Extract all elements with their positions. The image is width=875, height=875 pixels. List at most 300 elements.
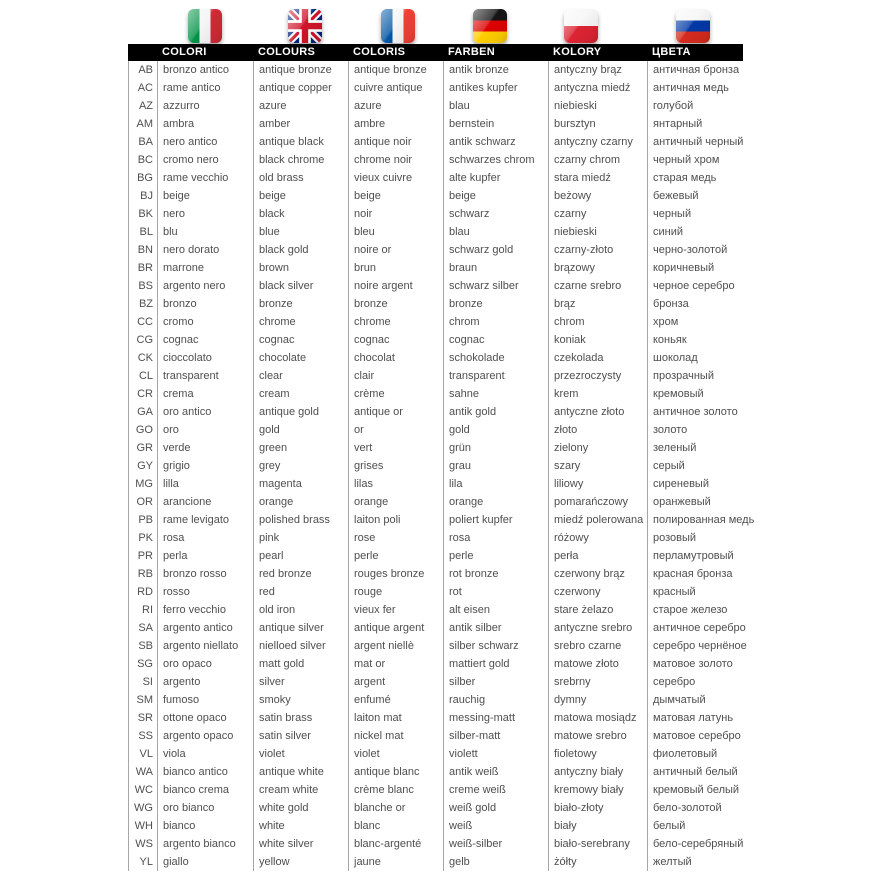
cell-it: argento nero [157,277,253,295]
cell-ru: золото [647,421,875,439]
cell-pl: czerwony brąz [548,565,647,583]
cell-code: GY [128,457,157,475]
header-italian: COLORI [162,46,207,58]
cell-de: silber [443,673,548,691]
cell-fr: chocolat [348,349,443,367]
cell-fr: rose [348,529,443,547]
table-row [128,547,875,565]
cell-en: brown [253,259,348,277]
cell-de: rosa [443,529,548,547]
cell-code: MG [128,475,157,493]
cell-en: matt gold [253,655,348,673]
cell-en: gold [253,421,348,439]
cell-code: PR [128,547,157,565]
cell-it: bronzo [157,295,253,313]
cell-pl: niebieski [548,223,647,241]
russia-flag-icon [676,9,710,43]
cell-en: clear [253,367,348,385]
cell-code: BN [128,241,157,259]
table-row [128,277,875,295]
cell-it: bianco [157,817,253,835]
cell-pl: złoto [548,421,647,439]
cell-it: fumoso [157,691,253,709]
cell-ru: зеленый [647,439,875,457]
cell-ru: красная бронза [647,565,875,583]
cell-ru: дымчатый [647,691,875,709]
cell-fr: crème [348,385,443,403]
cell-fr: noire argent [348,277,443,295]
cell-code: BR [128,259,157,277]
cell-fr: bleu [348,223,443,241]
cell-ru: античное серебро [647,619,875,637]
table-row [128,133,875,151]
cell-pl: różowy [548,529,647,547]
cell-code: WC [128,781,157,799]
cell-en: smoky [253,691,348,709]
cell-code: BJ [128,187,157,205]
header-polish: KOLORY [553,46,602,58]
cell-code: AC [128,79,157,97]
cell-de: bernstein [443,115,548,133]
cell-en: magenta [253,475,348,493]
cell-fr: chrome noir [348,151,443,169]
cell-pl: czarny chrom [548,151,647,169]
cell-code: GO [128,421,157,439]
cell-code: RI [128,601,157,619]
table-row [128,457,875,475]
cell-ru: старое железо [647,601,875,619]
cell-de: braun [443,259,548,277]
cell-ru: желтый [647,853,875,871]
table-row [128,835,875,853]
cell-pl: brązowy [548,259,647,277]
cell-fr: laiton poli [348,511,443,529]
cell-de: weiß gold [443,799,548,817]
table-row [128,655,875,673]
cell-en: violet [253,745,348,763]
cell-de: alt eisen [443,601,548,619]
cell-ru: янтарный [647,115,875,133]
cell-de: grün [443,439,548,457]
cell-it: nero dorato [157,241,253,259]
cell-fr: antique bronze [348,61,443,79]
table-row [128,817,875,835]
cell-en: chocolate [253,349,348,367]
cell-code: RB [128,565,157,583]
cell-en: antique gold [253,403,348,421]
cell-en: cognac [253,331,348,349]
cell-it: marrone [157,259,253,277]
cell-ru: белый [647,817,875,835]
cell-code: SI [128,673,157,691]
cell-ru: бронза [647,295,875,313]
cell-pl: szary [548,457,647,475]
cell-code: SA [128,619,157,637]
cell-de: schwarz silber [443,277,548,295]
cell-it: viola [157,745,253,763]
cell-ru: матовое золото [647,655,875,673]
cell-pl: liliowy [548,475,647,493]
cell-ru: античный белый [647,763,875,781]
cell-pl: srebrny [548,673,647,691]
cell-code: PB [128,511,157,529]
cell-fr: perle [348,547,443,565]
cell-fr: mat or [348,655,443,673]
cell-fr: argent [348,673,443,691]
cell-code: BZ [128,295,157,313]
table-row [128,367,875,385]
cell-it: beige [157,187,253,205]
cell-pl: zielony [548,439,647,457]
cell-de: rot bronze [443,565,548,583]
poland-flag-icon [564,9,598,43]
cell-fr: violet [348,745,443,763]
table-row [128,223,875,241]
table-row [128,385,875,403]
cell-it: azzurro [157,97,253,115]
cell-it: argento bianco [157,835,253,853]
table-row [128,151,875,169]
cell-it: oro [157,421,253,439]
cell-fr: rouges bronze [348,565,443,583]
cell-ru: сиреневый [647,475,875,493]
cell-en: blue [253,223,348,241]
cell-it: cromo [157,313,253,331]
cell-en: black gold [253,241,348,259]
table-row [128,619,875,637]
cell-fr: nickel mat [348,727,443,745]
cell-fr: blanche or [348,799,443,817]
cell-ru: фиолетовый [647,745,875,763]
cell-en: amber [253,115,348,133]
cell-de: gelb [443,853,548,871]
cell-it: argento antico [157,619,253,637]
cell-pl: fioletowy [548,745,647,763]
cell-de: gold [443,421,548,439]
cell-it: argento [157,673,253,691]
cell-pl: antyczny biały [548,763,647,781]
cell-it: blu [157,223,253,241]
cell-en: pearl [253,547,348,565]
cell-ru: античное золото [647,403,875,421]
cell-it: oro opaco [157,655,253,673]
cell-fr: blanc [348,817,443,835]
cell-it: argento opaco [157,727,253,745]
cell-code: GR [128,439,157,457]
cell-it: nero antico [157,133,253,151]
cell-pl: biało-serebrany [548,835,647,853]
cell-code: OR [128,493,157,511]
cell-pl: beżowy [548,187,647,205]
cell-pl: krem [548,385,647,403]
cell-it: perla [157,547,253,565]
cell-code: RD [128,583,157,601]
cell-code: GA [128,403,157,421]
table-row [128,763,875,781]
table-row [128,61,875,79]
cell-code: SB [128,637,157,655]
cell-en: pink [253,529,348,547]
cell-code: BC [128,151,157,169]
cell-ru: матовая латунь [647,709,875,727]
cell-ru: серебро [647,673,875,691]
cell-pl: dymny [548,691,647,709]
cell-ru: шоколад [647,349,875,367]
cell-pl: stara miedź [548,169,647,187]
cell-it: lilla [157,475,253,493]
table-row [128,727,875,745]
cell-de: schwarzes chrom [443,151,548,169]
cell-en: old iron [253,601,348,619]
cell-code: SG [128,655,157,673]
table-row [128,259,875,277]
cell-fr: antique or [348,403,443,421]
cell-de: lila [443,475,548,493]
cell-code: CG [128,331,157,349]
cell-ru: античный черный [647,133,875,151]
cell-fr: vieux cuivre [348,169,443,187]
cell-fr: bronze [348,295,443,313]
cell-it: bronzo rosso [157,565,253,583]
cell-code: SM [128,691,157,709]
cell-it: argento niellato [157,637,253,655]
italy-flag-icon [188,9,222,43]
cell-pl: antyczne złoto [548,403,647,421]
cell-pl: bursztyn [548,115,647,133]
cell-en: red [253,583,348,601]
cell-code: BL [128,223,157,241]
cell-ru: бело-золотой [647,799,875,817]
flags-row [128,9,875,45]
cell-it: cognac [157,331,253,349]
cell-en: black chrome [253,151,348,169]
cell-fr: rouge [348,583,443,601]
cell-ru: кремовый белый [647,781,875,799]
cell-fr: noire or [348,241,443,259]
cell-code: WH [128,817,157,835]
cell-fr: jaune [348,853,443,871]
cell-code: PK [128,529,157,547]
cell-ru: красный [647,583,875,601]
table-body [128,61,875,871]
header-french: COLORIS [353,46,406,58]
cell-ru: перламутровый [647,547,875,565]
cell-de: violett [443,745,548,763]
table-row [128,439,875,457]
cell-ru: черный хром [647,151,875,169]
cell-pl: niebieski [548,97,647,115]
germany-flag-icon [473,9,507,43]
cell-pl: srebro czarne [548,637,647,655]
cell-fr: argent niellè [348,637,443,655]
cell-ru: античная медь [647,79,875,97]
cell-en: orange [253,493,348,511]
cell-it: oro bianco [157,799,253,817]
table-row [128,709,875,727]
cell-en: grey [253,457,348,475]
cell-it: rame vecchio [157,169,253,187]
cell-code: BS [128,277,157,295]
cell-fr: crème blanc [348,781,443,799]
cell-it: crema [157,385,253,403]
cell-pl: koniak [548,331,647,349]
cell-pl: matowe srebro [548,727,647,745]
cell-it: rame levigato [157,511,253,529]
cell-de: rot [443,583,548,601]
cell-pl: miedź polerowana [548,511,647,529]
uk-flag-icon [288,9,322,43]
cell-it: rosa [157,529,253,547]
cell-pl: czarne srebro [548,277,647,295]
cell-it: verde [157,439,253,457]
cell-ru: серый [647,457,875,475]
cell-ru: черно-золотой [647,241,875,259]
cell-fr: antique noir [348,133,443,151]
cell-code: VL [128,745,157,763]
cell-pl: żółty [548,853,647,871]
cell-it: transparent [157,367,253,385]
cell-en: white gold [253,799,348,817]
cell-de: sahne [443,385,548,403]
table-row [128,331,875,349]
cell-en: antique copper [253,79,348,97]
cell-ru: прозрачный [647,367,875,385]
cell-en: azure [253,97,348,115]
table-header-row [128,44,743,61]
cell-de: rauchig [443,691,548,709]
cell-code: CR [128,385,157,403]
cell-en: cream [253,385,348,403]
cell-fr: laiton mat [348,709,443,727]
cell-fr: noir [348,205,443,223]
table-row [128,745,875,763]
cell-ru: античная бронза [647,61,875,79]
cell-en: nielloed silver [253,637,348,655]
table-row [128,565,875,583]
table-row [128,295,875,313]
cell-it: ambra [157,115,253,133]
cell-de: antik silber [443,619,548,637]
cell-it: giallo [157,853,253,871]
cell-en: yellow [253,853,348,871]
cell-en: white [253,817,348,835]
table-row [128,475,875,493]
header-english: COLOURS [258,46,316,58]
cell-de: poliert kupfer [443,511,548,529]
table-row [128,187,875,205]
cell-pl: biały [548,817,647,835]
cell-de: schwarz gold [443,241,548,259]
cell-en: antique silver [253,619,348,637]
cell-code: WA [128,763,157,781]
cell-it: ottone opaco [157,709,253,727]
table-row [128,673,875,691]
table-row [128,583,875,601]
table-row [128,421,875,439]
table-row [128,349,875,367]
header-russian: ЦВЕТА [652,46,691,58]
cell-ru: хром [647,313,875,331]
cell-en: black silver [253,277,348,295]
cell-it: bronzo antico [157,61,253,79]
cell-pl: matowa mosiądz [548,709,647,727]
cell-en: cream white [253,781,348,799]
cell-it: ferro vecchio [157,601,253,619]
cell-code: SR [128,709,157,727]
cell-en: satin brass [253,709,348,727]
cell-en: old brass [253,169,348,187]
cell-fr: vieux fer [348,601,443,619]
table-row [128,403,875,421]
cell-de: antik weiß [443,763,548,781]
cell-de: cognac [443,331,548,349]
cell-pl: przezroczysty [548,367,647,385]
cell-pl: czarny [548,205,647,223]
cell-pl: antyczna miedź [548,79,647,97]
cell-de: beige [443,187,548,205]
cell-fr: clair [348,367,443,385]
cell-de: creme weiß [443,781,548,799]
cell-ru: серебро чернёное [647,637,875,655]
cell-pl: kremowy biały [548,781,647,799]
cell-en: bronze [253,295,348,313]
cell-de: messing-matt [443,709,548,727]
cell-ru: синий [647,223,875,241]
table-row [128,799,875,817]
cell-pl: antyczny czarny [548,133,647,151]
cell-fr: cuivre antique [348,79,443,97]
cell-it: rosso [157,583,253,601]
cell-fr: brun [348,259,443,277]
france-flag-icon [381,9,415,43]
cell-code: AZ [128,97,157,115]
cell-pl: perła [548,547,647,565]
cell-en: green [253,439,348,457]
cell-ru: старая медь [647,169,875,187]
cell-fr: grises [348,457,443,475]
cell-pl: czerwony [548,583,647,601]
cell-fr: orange [348,493,443,511]
cell-de: antikes kupfer [443,79,548,97]
cell-pl: matowe złoto [548,655,647,673]
cell-de: perle [443,547,548,565]
cell-ru: бело-серебряный [647,835,875,853]
cell-code: BA [128,133,157,151]
cell-de: silber schwarz [443,637,548,655]
cell-ru: черное серебро [647,277,875,295]
cell-code: AM [128,115,157,133]
cell-code: AB [128,61,157,79]
cell-en: polished brass [253,511,348,529]
cell-de: antik gold [443,403,548,421]
cell-it: rame antico [157,79,253,97]
cell-pl: chrom [548,313,647,331]
cell-en: black [253,205,348,223]
cell-it: grigio [157,457,253,475]
table-row [128,79,875,97]
cell-ru: коричневый [647,259,875,277]
cell-fr: vert [348,439,443,457]
cell-code: SS [128,727,157,745]
cell-fr: or [348,421,443,439]
cell-code: BK [128,205,157,223]
cell-de: silber-matt [443,727,548,745]
cell-code: BG [128,169,157,187]
cell-de: grau [443,457,548,475]
table-row [128,493,875,511]
cell-ru: кремовый [647,385,875,403]
table-row [128,169,875,187]
